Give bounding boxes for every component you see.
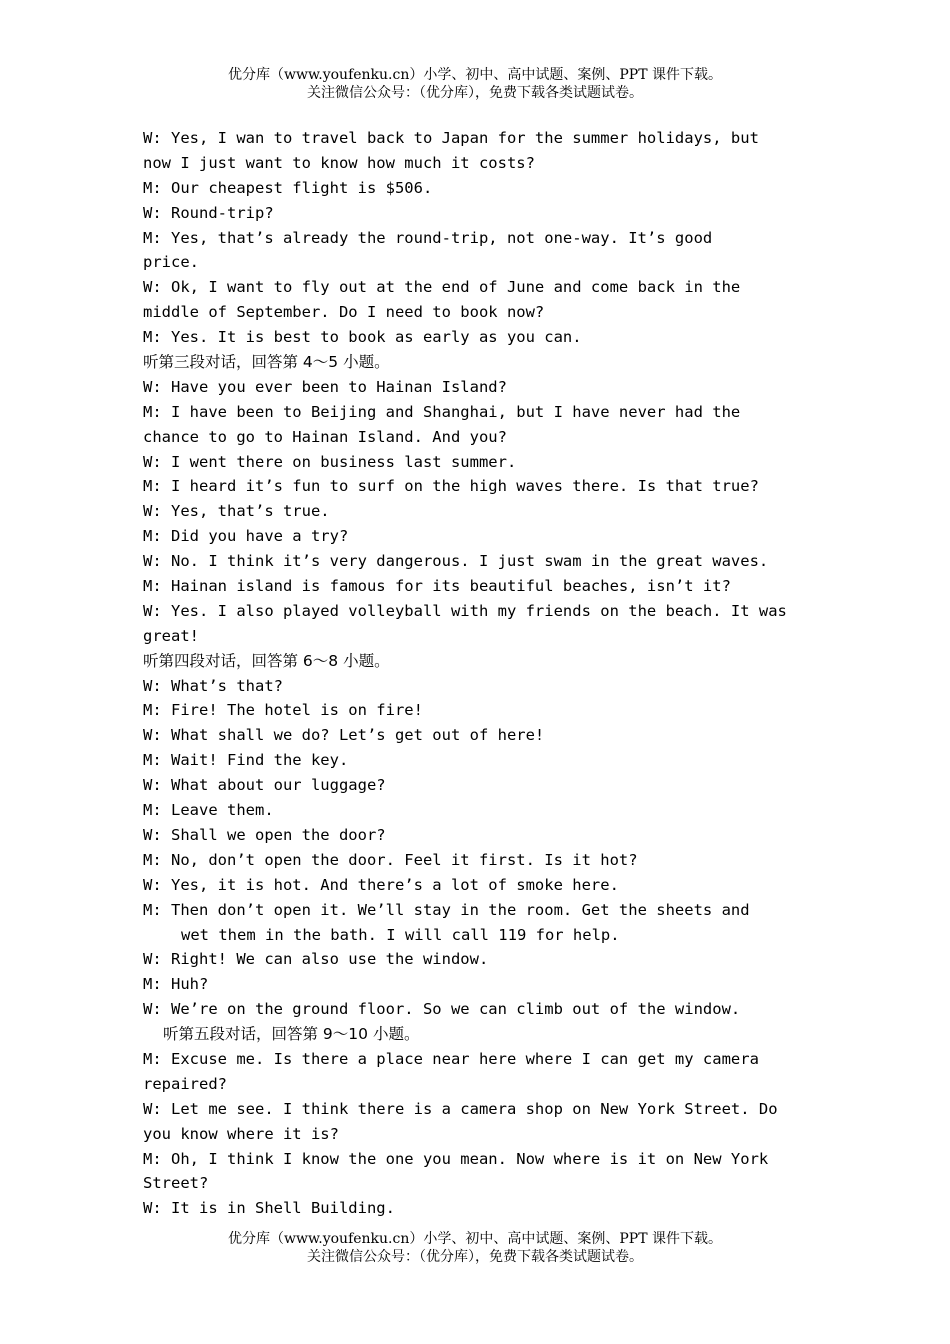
text-line: W: Yes, it is hot. And there’s a lot of smoke here. xyxy=(143,875,619,894)
text-line: M: I have been to Beijing and Shanghai, but I have never had the xyxy=(143,402,741,421)
text-line: chance to go to Hainan Island. And you? xyxy=(143,427,507,446)
text-line: M: Huh? xyxy=(143,975,209,994)
text-line: you know where it is? xyxy=(143,1124,339,1143)
text-line: price. xyxy=(143,253,199,272)
text-line: W: Yes, I wan to travel back to Japan for the summer holidays, but xyxy=(143,129,759,147)
text-line: M: Leave them. xyxy=(143,801,274,820)
text-line: M: Wait! Find the key. xyxy=(143,751,349,770)
text-line: W: What about our luggage? xyxy=(143,776,386,795)
text-line: W: Yes, that’s true. xyxy=(143,502,330,521)
text-line: M: Yes, that’s already the round-trip, not one-way. It’s good xyxy=(143,228,713,247)
text-line: middle of September. Do I need to book now? xyxy=(143,303,545,322)
text-line: W: What’s that? xyxy=(143,676,283,695)
text-line: great! xyxy=(143,626,199,645)
text-line: repaired? xyxy=(143,1074,227,1093)
text-line: Street? xyxy=(143,1174,209,1193)
text-line: W: Yes. I also played volleyball with my friends on the beach. It was xyxy=(143,601,787,620)
text-line: M: Yes. It is best to book as early as you can. xyxy=(143,328,582,347)
text-line: W: What shall we do? Let’s get out of here! xyxy=(143,726,545,745)
section-heading: 听第三段对话，回答第 4～5 小题。 xyxy=(143,353,390,372)
page-header xyxy=(0,66,950,102)
section-heading: 听第五段对话，回答第 9～10 小题。 xyxy=(163,1025,420,1044)
text-line: M: I heard it’s fun to surf on the high waves there. Is that true? xyxy=(143,477,759,496)
text-line: M: Oh, I think I know the one you mean. Now where is it on New York xyxy=(143,1149,769,1168)
footer-line-2: 关注微信公众号：（优分库），免费下载各类试题试卷。 xyxy=(307,1249,643,1265)
header-line-2: 关注微信公众号：（优分库），免费下载各类试题试卷。 xyxy=(307,85,643,101)
text-line: M: Did you have a try? xyxy=(143,527,349,546)
text-line: wet them in the bath. I will call 119 for help. xyxy=(181,925,620,944)
footer-line-1: 优分库（www.youfenku.cn）小学、初中、高中试题、案例、PPT 课件下载。 xyxy=(227,1231,722,1247)
text-line: M: Fire! The hotel is on fire! xyxy=(143,701,423,720)
header-line-1: 优分库（www.youfenku.cn）小学、初中、高中试题、案例、PPT 课件下载。 xyxy=(227,67,722,83)
text-line: W: I went there on business last summer. xyxy=(143,452,517,471)
text-line: M: Hainan island is famous for its beautiful beaches, isn’t it? xyxy=(143,577,731,596)
text-line: W: We’re on the ground floor. So we can climb out of the window. xyxy=(143,1000,741,1019)
text-line: W: Have you ever been to Hainan Island? xyxy=(143,377,507,396)
text-line: W: No. I think it’s very dangerous. I just swam in the great waves. xyxy=(143,552,769,571)
text-line: W: Let me see. I think there is a camera shop on New York Street. Do xyxy=(143,1099,778,1118)
text-line: W: Round-trip? xyxy=(143,203,274,222)
text-line: W: Ok, I want to fly out at the end of June and come back in the xyxy=(143,278,741,297)
text-line: M: Excuse me. Is there a place near here where I can get my camera xyxy=(143,1049,759,1068)
transcript-body xyxy=(143,126,823,1221)
text-line: W: It is in Shell Building. xyxy=(143,1199,395,1218)
text-line: M: No, don’t open the door. Feel it first. Is it hot? xyxy=(143,850,638,869)
text-line: M: Then don’t open it. We’ll stay in the room. Get the sheets and xyxy=(143,900,750,919)
text-line: M: Our cheapest flight is $506. xyxy=(143,178,433,197)
page-footer xyxy=(0,1230,950,1266)
section-heading: 听第四段对话，回答第 6～8 小题。 xyxy=(143,651,390,670)
text-line: W: Right! We can also use the window. xyxy=(143,950,489,969)
text-line: W: Shall we open the door? xyxy=(143,825,386,844)
text-line: now I just want to know how much it costs? xyxy=(143,153,535,172)
